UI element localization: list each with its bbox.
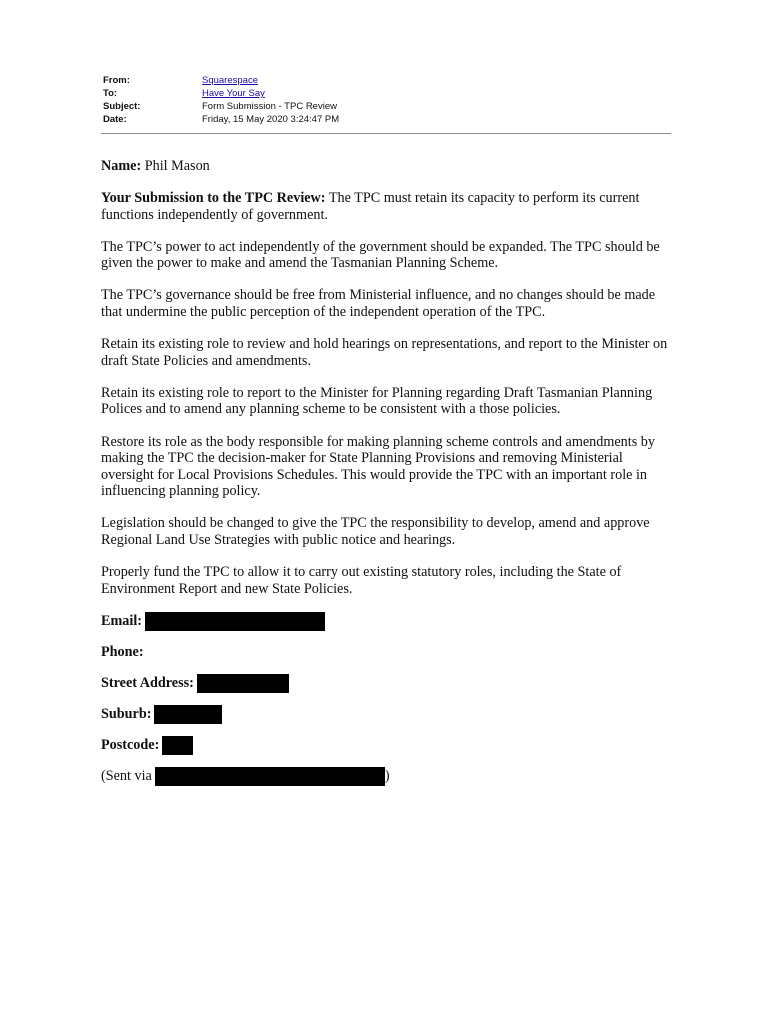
header-divider	[101, 133, 671, 134]
header-date-row	[103, 113, 671, 126]
from-label: From:	[103, 75, 130, 86]
body-paragraph: Properly fund the TPC to allow it to carry out existing statutory roles, including the State of Environment Report and new State Policies.	[101, 564, 622, 597]
body-paragraph: The TPC’s power to act independently of the government should be expanded. The TPC should be given the power to make and amend the Tasmanian Planning Scheme.	[101, 238, 660, 272]
body-paragraph: Legislation should be changed to give the TPC the responsibility to develop, amend and approve Regional Land Use Strategies with public notice and hearings.	[101, 515, 650, 548]
review-intro-text: The TPC must retain its capacity to perform its current functions independently of government.	[101, 190, 640, 223]
postcode-redaction	[162, 736, 193, 755]
submission-body	[101, 158, 671, 799]
email-label: Email:	[101, 612, 142, 629]
to-link[interactable]: Have Your Say	[202, 88, 265, 99]
street-address-redaction	[197, 674, 289, 693]
date-value: Friday, 15 May 2020 3:24:47 PM	[202, 114, 340, 125]
street-address-label: Street Address:	[101, 674, 194, 691]
subject-value: Form Submission - TPC Review	[202, 101, 337, 112]
header-subject-row	[103, 100, 671, 113]
review-label: Your Submission to the TPC Review:	[101, 190, 326, 207]
street-address-field-row	[101, 675, 671, 692]
email-header	[103, 74, 671, 126]
body-paragraph: Retain its existing role to review and hold hearings on representations, and report to the Minister on draft State Policies and amendments.	[101, 336, 668, 369]
from-link[interactable]: Squarespace	[202, 75, 258, 86]
suburb-label: Suburb:	[101, 705, 152, 722]
body-paragraph: The TPC’s governance should be free from Ministerial influence, and no changes should be made that undermine the public perception of the independent operation of the TPC.	[101, 287, 656, 321]
sent-via-redaction	[155, 767, 385, 786]
phone-field-row	[101, 644, 671, 661]
body-paragraph: Retain its existing role to report to the Minister for Planning regarding Draft Tasmanian Planning Polices and to amend any planning scheme to be consistent with a those policies.	[101, 384, 653, 418]
email-field-row	[101, 613, 671, 630]
date-label: Date:	[103, 114, 127, 125]
phone-label: Phone:	[101, 643, 144, 660]
review-intro-paragraph	[101, 190, 671, 223]
to-label: To:	[103, 88, 118, 99]
sent-via-row	[101, 768, 671, 785]
name-value: Phil Mason	[141, 158, 210, 174]
postcode-label: Postcode:	[101, 736, 160, 753]
sent-via-suffix: )	[384, 767, 390, 784]
name-line	[101, 158, 671, 175]
suburb-field-row	[101, 706, 671, 723]
body-paragraph: Restore its role as the body responsible for making planning scheme controls and amendments by making the TPC the decision-maker for State Planning Provisions and removing Ministerial oversight for Local Provisions Schedules. This would provide the TPC with an important role in influencing planning policy.	[101, 433, 655, 500]
header-from-row	[103, 74, 671, 87]
name-label: Name:	[101, 158, 142, 174]
header-to-row	[103, 87, 671, 100]
suburb-redaction	[154, 705, 222, 724]
email-redaction	[145, 612, 325, 631]
subject-label: Subject:	[103, 101, 141, 112]
sent-via-prefix: (Sent via	[101, 767, 152, 784]
postcode-field-row	[101, 737, 671, 754]
